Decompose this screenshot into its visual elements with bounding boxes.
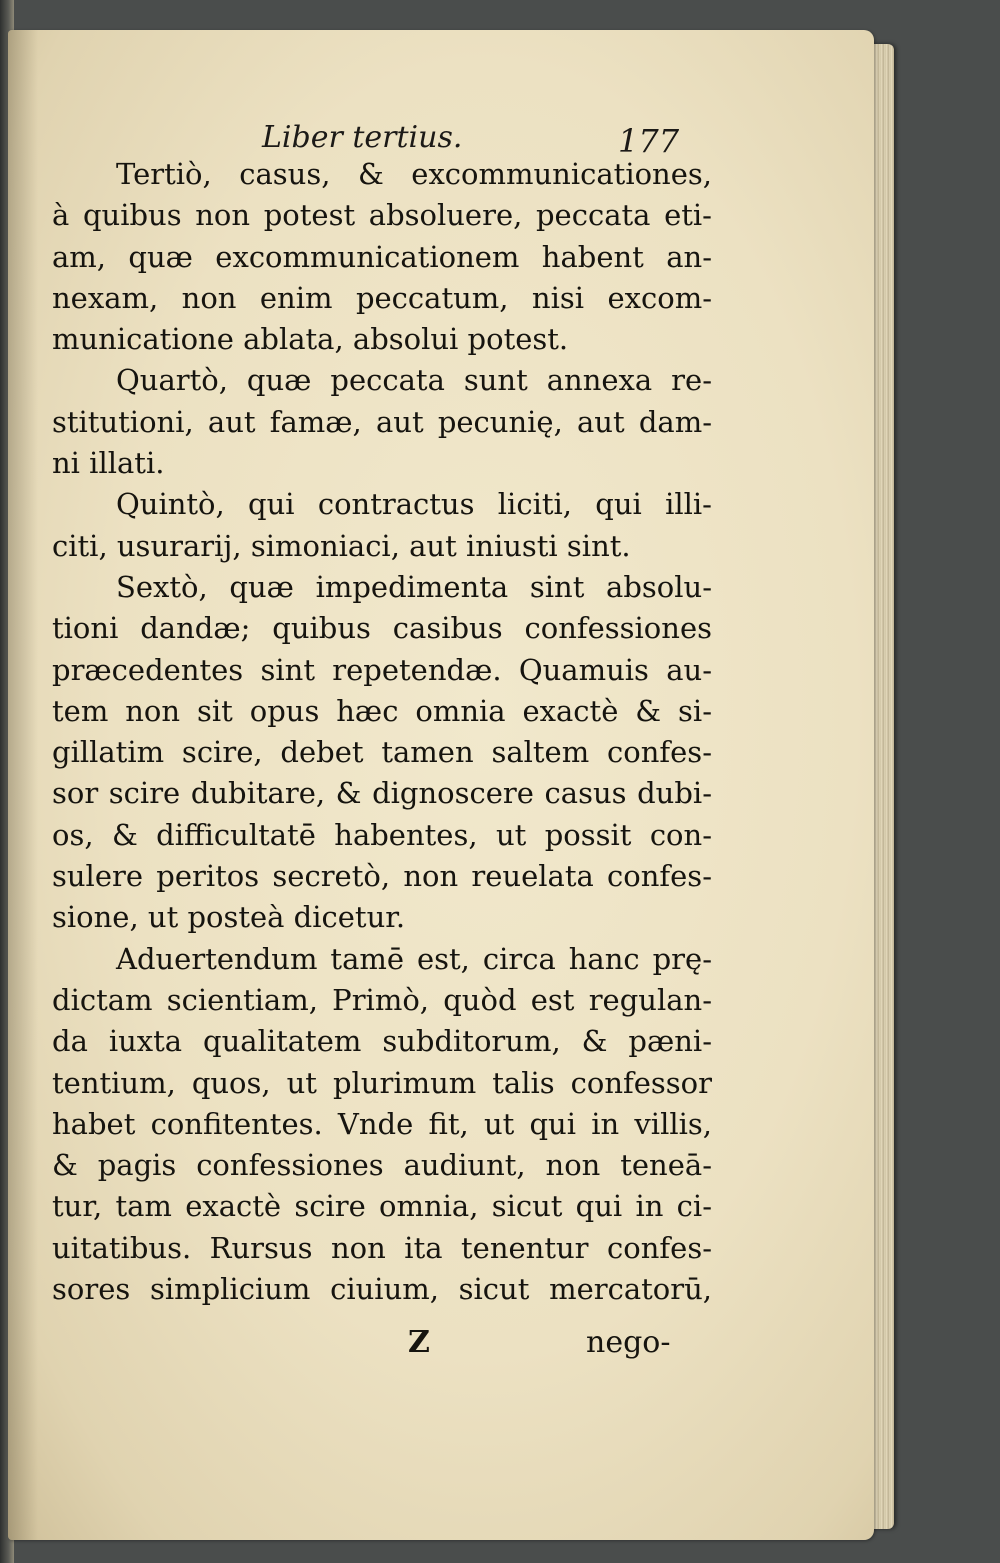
text-line: & pagis confessiones audiunt, non teneā- [52, 1148, 712, 1183]
signature-mark: Z [408, 1325, 430, 1360]
text-line: gillatim scire, debet tamen saltem confes- [52, 735, 712, 770]
text-line: Quartò, quæ peccata sunt annexa re- [116, 363, 712, 398]
text-line: am, quæ excommunicationem habent an- [52, 239, 712, 274]
text-line: Sextò, quæ impedimenta sint absolu- [116, 569, 712, 604]
text-line: sor scire dubitare, & dignoscere casus dubi- [52, 776, 712, 811]
text-line: habet confitentes. Vnde fit, ut qui in villis, [52, 1106, 712, 1141]
text-line: dictam scientiam, Primò, quòd est regulan- [52, 982, 712, 1017]
body-text [52, 154, 712, 1310]
gutter-shadow [8, 30, 38, 1540]
text-line: da iuxta qualitatem subditorum, & pæni- [52, 1024, 712, 1059]
text-line: à quibus non potest absoluere, peccata eti- [52, 198, 712, 233]
text-line: os, & difficultatē habentes, ut possit con- [52, 817, 712, 852]
text-line: sulere peritos secretò, non reuelata confes- [52, 859, 712, 894]
text-line: tur, tam exactè scire omnia, sicut qui in ci- [52, 1189, 712, 1224]
text-line: tentium, quos, ut plurimum talis confessor [52, 1065, 712, 1100]
text-line: citi, usurarij, simoniaci, aut iniusti sint. [52, 528, 631, 563]
text-line: sores simplicium ciuium, sicut mercatorū, [52, 1272, 712, 1307]
text-line: nexam, non enim peccatum, nisi excom- [52, 280, 712, 315]
running-head [0, 108, 1000, 158]
running-title: Liber tertius. [262, 120, 463, 155]
page-number: 177 [618, 122, 680, 160]
text-line: præcedentes sint repetendæ. Quamuis au- [52, 652, 712, 687]
text-line: Aduertendum tamē est, circa hanc prę- [116, 941, 712, 976]
text-line: ni illati. [52, 446, 165, 481]
text-line: sione, ut posteà dicetur. [52, 900, 406, 935]
text-line: stitutioni, aut famæ, aut pecunię, aut dam- [52, 404, 712, 439]
text-line: uitatibus. Rursus non ita tenentur confes- [52, 1230, 712, 1265]
catchword: nego- [586, 1325, 671, 1360]
catch-line [0, 1323, 1000, 1367]
text-line: tem non sit opus hæc omnia exactè & si- [52, 693, 712, 728]
text-line: tioni dandæ; quibus casibus confessiones [52, 611, 712, 646]
text-line: Quintò, qui contractus liciti, qui illi- [116, 487, 712, 522]
text-line: Tertiò, casus, & excommunicationes, [116, 157, 712, 191]
text-line: municatione ablata, absolui potest. [52, 322, 569, 357]
